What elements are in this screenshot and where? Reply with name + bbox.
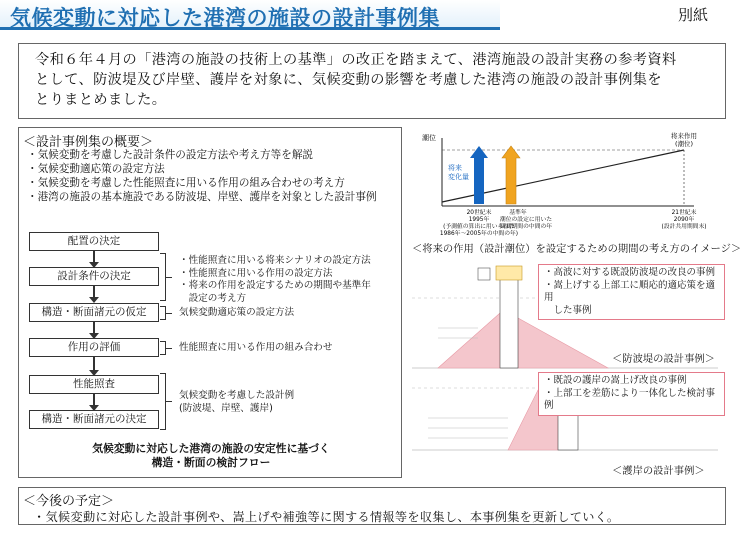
tick-label: (設計共用期間末) [661, 224, 707, 230]
callout-line: ・上部工を差筋により一体化した検討事例 [544, 387, 716, 411]
title-bar [0, 0, 500, 30]
overview-box [18, 127, 402, 478]
note-evaluation: 性能照査に用いる作用の組み合わせ [179, 342, 333, 353]
future-heading: ＜今後の予定＞ [23, 494, 115, 509]
page-title: 気候変動に対応した港湾の施設の設計事例集 [10, 6, 440, 30]
future-box [18, 487, 726, 525]
callout-line: ・嵩上げする上部工に順応的適応策を適用 [544, 279, 716, 303]
tick-label: 1995年 [468, 217, 490, 223]
flow-caption [19, 442, 403, 470]
y-axis-label: 潮位 [422, 134, 436, 142]
bracket-tick [166, 277, 172, 278]
flow-arrow [93, 286, 95, 298]
caption-line: 気候変動に対応した港湾の施設の安定性に基づく [92, 442, 330, 455]
list-item: ・気候変動適応策の設定方法 [27, 163, 165, 175]
note-line: ・性能照査に用いる将来シナリオの設定方法 [179, 255, 371, 266]
note-line: (防波堤、岸壁、護岸) [179, 402, 273, 414]
raised-crown [496, 266, 522, 280]
bracket-tick [166, 313, 172, 314]
flow-step-assumption: 構造・断面諸元の仮定 [29, 303, 159, 322]
note-assumption: 気候変動適応策の設定方法 [179, 307, 295, 318]
future-text: ・気候変動に対応した設計事例や、嵩上げや補強等に関する情報等を収集し、本事例集を更新していく。 [33, 510, 620, 524]
note-verification [179, 390, 294, 415]
intro-line: として、防波堤及び岸壁、護岸を対象に、気候変動の影響を考慮した港湾の施設の設計事例集を [35, 72, 662, 88]
intro-line: 令和６年４月の「港湾の施設の技術上の基準」の改正を踏まえて、港湾施設の設計実務の参考資料 [35, 52, 677, 68]
intro-box [18, 43, 726, 119]
timeline-chart [422, 131, 707, 237]
flow-arrow [93, 251, 95, 263]
mound-right [518, 318, 608, 368]
breakwater-caption: ＜防波堤の設計事例＞ [612, 353, 715, 365]
flow-arrow [93, 322, 95, 334]
revetment-caption: ＜護岸の設計事例＞ [612, 465, 705, 477]
tick-label: 2090年 [673, 217, 695, 223]
breakwater-callout [538, 264, 725, 320]
flow-step-verification: 性能照査 [29, 375, 159, 394]
flow-step-decision: 構造・断面諸元の決定 [29, 410, 159, 429]
bracket-tick [166, 401, 172, 402]
callout-line: した事例 [544, 304, 592, 316]
timeline-caption: ＜将来の作用（設計潮位）を設定するための期間の考え方のイメージ＞ [412, 243, 742, 255]
note-line: 気候変動を考慮した設計例 [179, 390, 295, 401]
change-label-line: 将来 [448, 164, 462, 172]
tick-label: 潮位の設定に用いた [499, 217, 553, 223]
attachment-tag: 別紙 [678, 6, 709, 24]
list-item: ・港湾の施設の基本施設である防波堤、岸壁、護岸を対象とした設計事例 [27, 191, 377, 203]
callout-line: ・既設の護岸の嵩上げ改良の事例 [544, 375, 687, 386]
flow-step-layout: 配置の決定 [29, 232, 159, 251]
note-line: ・将来の作用を設定するための期間や基準年 [179, 280, 371, 291]
tick-label: (予測値の算出に用いられた [443, 224, 515, 230]
list-item: ・気候変動を考慮した設計条件の設定方法や考え方等を解説 [27, 149, 314, 161]
mound-left [438, 313, 500, 368]
change-label-line: 変化量 [448, 173, 469, 181]
flow-step-conditions: 設計条件の決定 [29, 267, 159, 286]
flow-arrow [93, 394, 95, 406]
future-label-line: 将来作用 [671, 132, 697, 140]
note-conditions [179, 255, 371, 305]
flow-step-evaluation: 作用の評価 [29, 338, 159, 357]
orange-arrow [502, 146, 520, 204]
note-line: ・性能照査に用いる作用の設定方法 [179, 267, 333, 279]
tick-label: 20世紀末 [466, 210, 492, 216]
note-line: 設定の考え方 [179, 292, 247, 304]
caption-line: 構造・断面の検討フロー [151, 456, 271, 469]
wave-block [478, 268, 490, 280]
caisson [500, 278, 518, 368]
overview-heading: ＜設計事例集の概要＞ [23, 135, 154, 150]
bracket-tick [166, 348, 172, 349]
tick-label: 1986年～2005年の中間の年) [439, 231, 519, 237]
future-label-line: (潮位) [674, 140, 694, 148]
flow-arrow [93, 357, 95, 371]
tick-label: 観測期間の中間の年 [499, 224, 553, 230]
tick-label: 21世紀末 [671, 210, 697, 216]
list-item: ・気候変動を考慮した性能照査に用いる作用の組み合わせの考え方 [27, 177, 345, 189]
revetment-callout [538, 372, 725, 416]
callout-line: ・高波に対する既設防波堤の改良の事例 [544, 267, 716, 278]
tick-label: 基準年 [509, 210, 527, 216]
intro-line: とりまとめました。 [35, 92, 167, 108]
overview-list [27, 148, 377, 204]
